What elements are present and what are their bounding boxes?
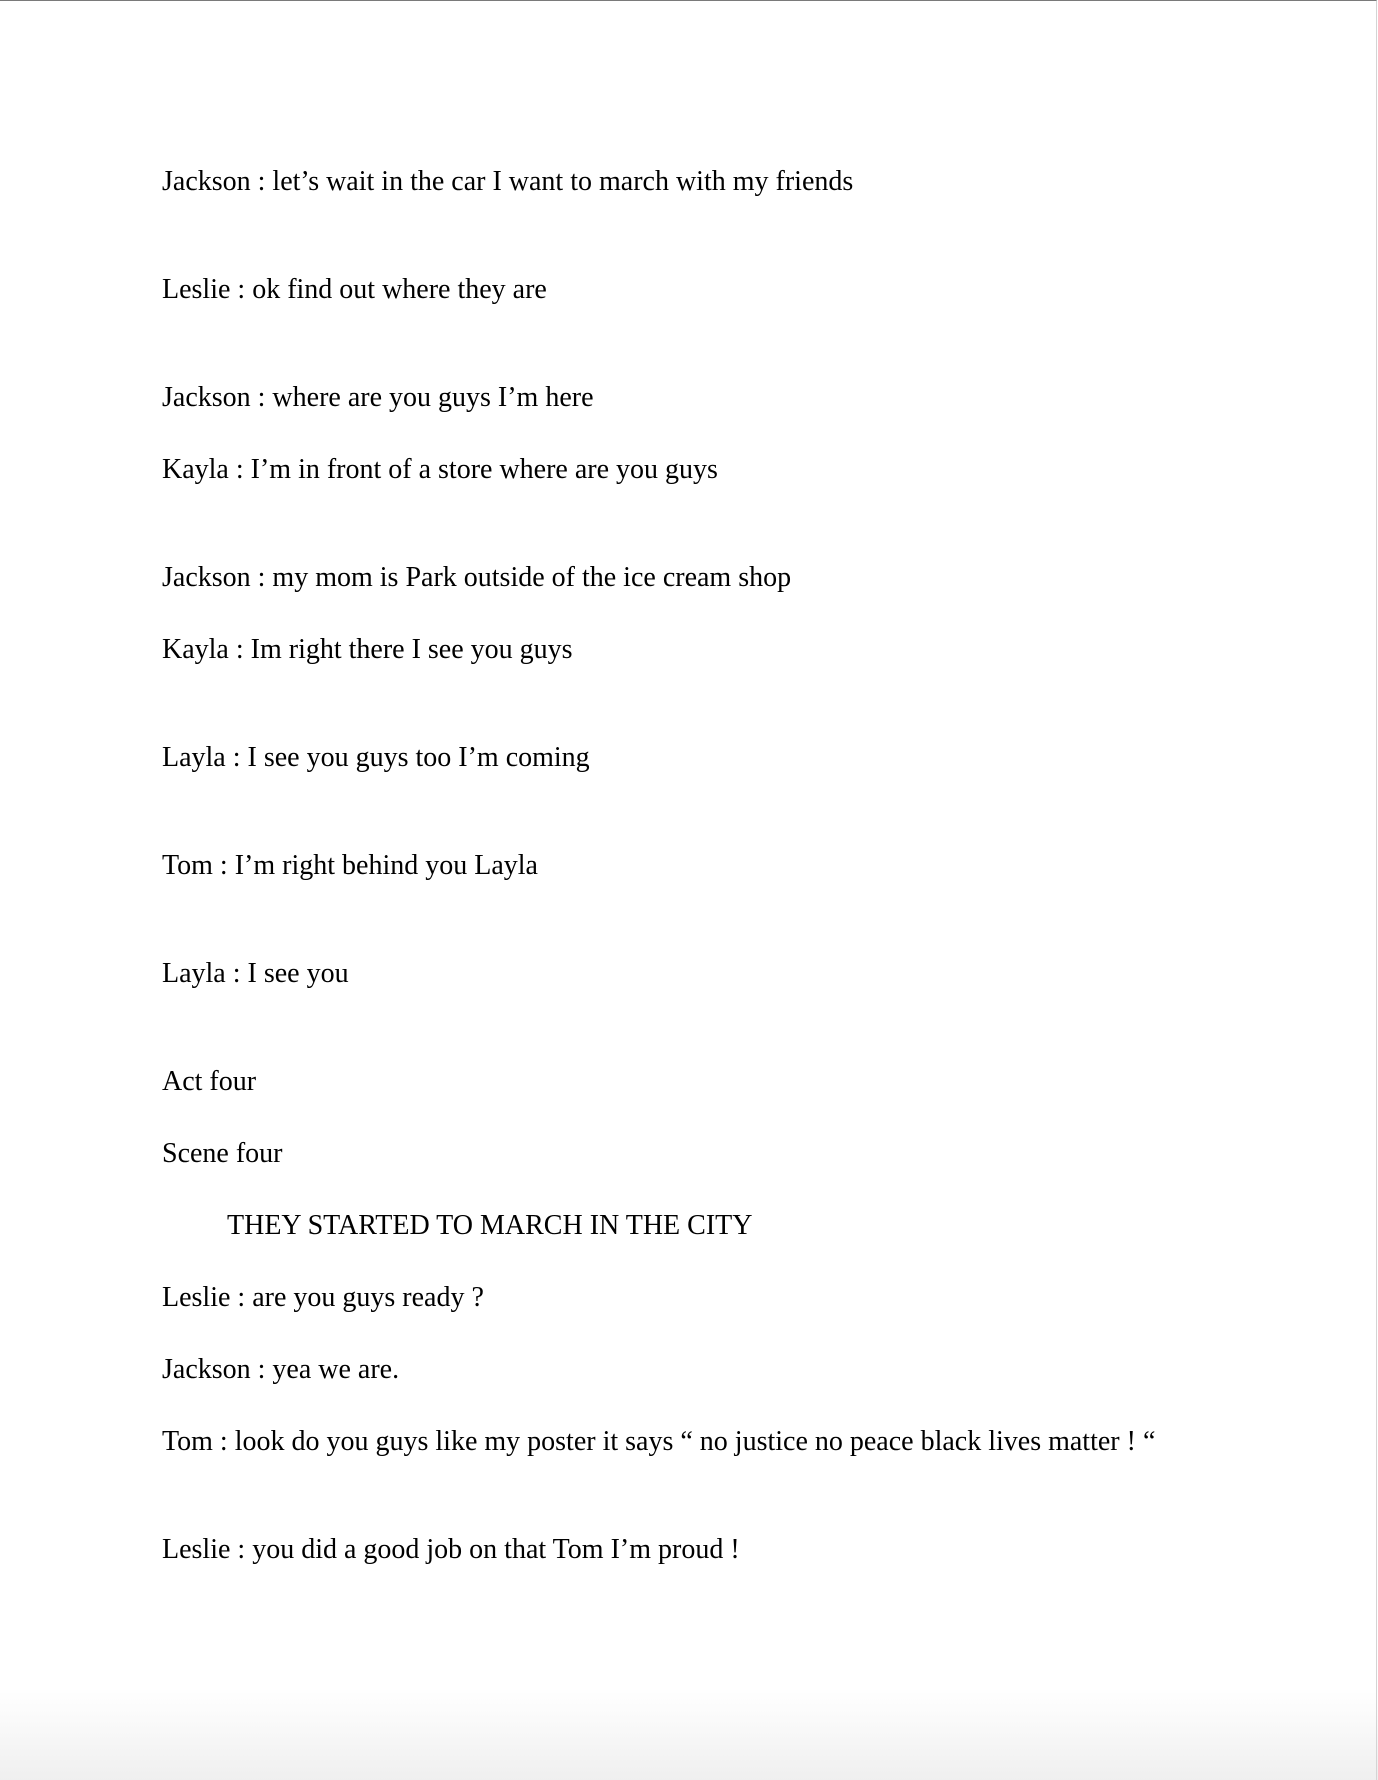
dialogue-line: Kayla : I’m in front of a store where are you guys — [162, 454, 718, 485]
dialogue-line: Kayla : Im right there I see you guys — [162, 634, 573, 665]
dialogue-line: Tom : I’m right behind you Layla — [162, 850, 538, 881]
dialogue-line: Jackson : my mom is Park outside of the ice cream shop — [162, 562, 792, 593]
dialogue-line: Jackson : yea we are. — [162, 1354, 400, 1385]
scene-heading: Scene four — [162, 1138, 283, 1169]
stage-direction: THEY STARTED TO MARCH IN THE CITY — [227, 1210, 753, 1241]
dialogue-line: Leslie : ok find out where they are — [162, 274, 547, 305]
dialogue-line: Layla : I see you — [162, 958, 349, 989]
act-heading: Act four — [162, 1066, 257, 1097]
dialogue-line: Tom : look do you guys like my poster it says “ no justice no peace black lives matter ! “ — [162, 1426, 1156, 1457]
dialogue-line: Layla : I see you guys too I’m coming — [162, 742, 590, 773]
dialogue-line: Leslie : are you guys ready ? — [162, 1282, 484, 1313]
dialogue-line: Jackson : where are you guys I’m here — [162, 382, 594, 413]
dialogue-line: Leslie : you did a good job on that Tom I’m proud ! — [162, 1534, 740, 1565]
dialogue-line: Jackson : let’s wait in the car I want to march with my friends — [162, 166, 854, 197]
